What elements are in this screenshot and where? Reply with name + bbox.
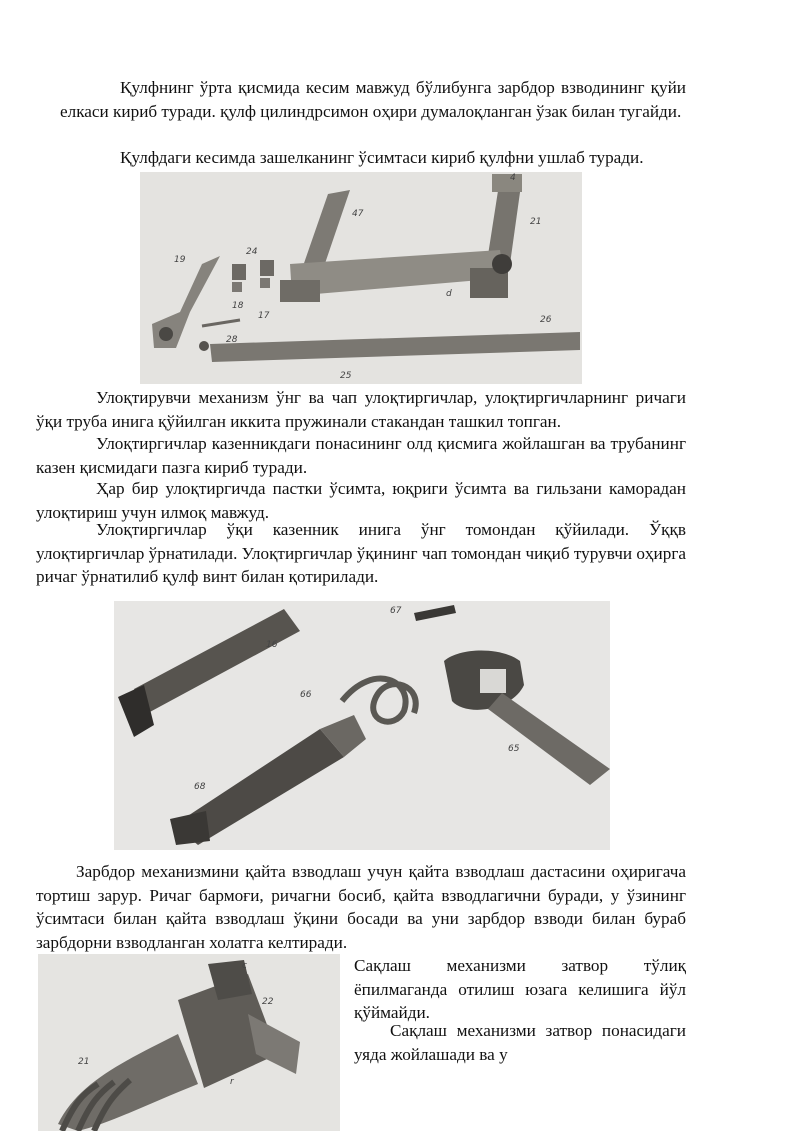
- paragraph-1: Қулфнинг ўрта қисмида кесим мавжуд бўлибунга зарбдор взводининг қуйи елкаси кириб туради. қулф цилиндрсимон оҳири думалоқланган ўзак билан тугайди.: [60, 78, 686, 121]
- label-r: r: [230, 1077, 234, 1087]
- figure-lock-parts: [140, 172, 582, 384]
- label-28: 28: [226, 335, 238, 345]
- label-21-fig3: 21: [78, 1057, 90, 1067]
- paragraph-5: Ҳар бир улоқтиргичда пастки ўсимта, юқриги ўсимта ва гильзани каморадан улоқтириш учун илмоқ мавжуд.: [36, 479, 686, 522]
- label-24: 24: [246, 247, 258, 257]
- label-21: 21: [530, 217, 542, 227]
- figure-safety-mechanism: [38, 954, 340, 1131]
- label-67: 67: [390, 606, 402, 616]
- paragraph-2: Қулфдаги кесимда зашелканинг ўсимтаси кириб қулфни ушлаб туради.: [120, 148, 644, 167]
- label-65: 65: [508, 744, 520, 754]
- label-22: 22: [262, 997, 274, 1007]
- figure-lock-parts-image: [140, 172, 582, 384]
- label-47: 47: [352, 209, 364, 219]
- figure-safety-mechanism-image: [38, 954, 340, 1131]
- figure-ejector-parts-image: [114, 601, 610, 850]
- paragraph-9: Сақлаш механизми затвор понасидаги уяда жойлашади ва у: [354, 1021, 686, 1064]
- paragraph-3: Улоқтирувчи механизм ўнг ва чап улоқтиргичлар, улоқтиргичларнинг ричаги ўқи труба инига қўйилган иккита пружинали стакандан ташкил топган.: [36, 388, 686, 431]
- label-25: 25: [340, 371, 352, 381]
- label-16: 16: [266, 640, 278, 650]
- label-66: 66: [300, 690, 312, 700]
- figure-ejector-parts: [114, 601, 610, 850]
- label-18: 18: [232, 301, 244, 311]
- paragraph-4: Улоқтиргичлар казенникдаги понасининг олд қисмига жойлашган ва трубанинг казен қисмидаги пазга кириб туради.: [36, 434, 686, 477]
- label-17: 17: [258, 311, 270, 321]
- paragraph-6: Улоқтиргичлар ўқи казенник инига ўнг томондан қўйилади. Ўққв улоқтиргичлар ўрнатилади. Улоқтиргичлар ўқининг чап томондан чиқиб турувчи оҳирга ричаг ўрнатилиб қулф винт билан қотирилади.: [36, 520, 686, 587]
- label-4: 4: [510, 173, 516, 183]
- label-19: 19: [174, 255, 186, 265]
- label-c: c: [242, 961, 247, 971]
- label-d: d: [446, 289, 452, 299]
- paragraph-8: Сақлаш механизми затвор тўлиқ ёпилмаганда отилиш юзага келишига йўл қўймайди.: [354, 956, 686, 1023]
- label-26: 26: [540, 315, 552, 325]
- paragraph-7: Зарбдор механизмини қайта взводлаш учун қайта взводлаш дастасини оҳиригача тортиш зарур. Ричаг бармоғи, ричагни босиб, қайта взводлагични буради, у ўзининг ўсимтаси билан қайта взводлаш ўқини босади ва уни зарбдор взводи билан бураб зарбдорни взводланган холатга келтиради.: [36, 862, 686, 952]
- label-68: 68: [194, 782, 206, 792]
